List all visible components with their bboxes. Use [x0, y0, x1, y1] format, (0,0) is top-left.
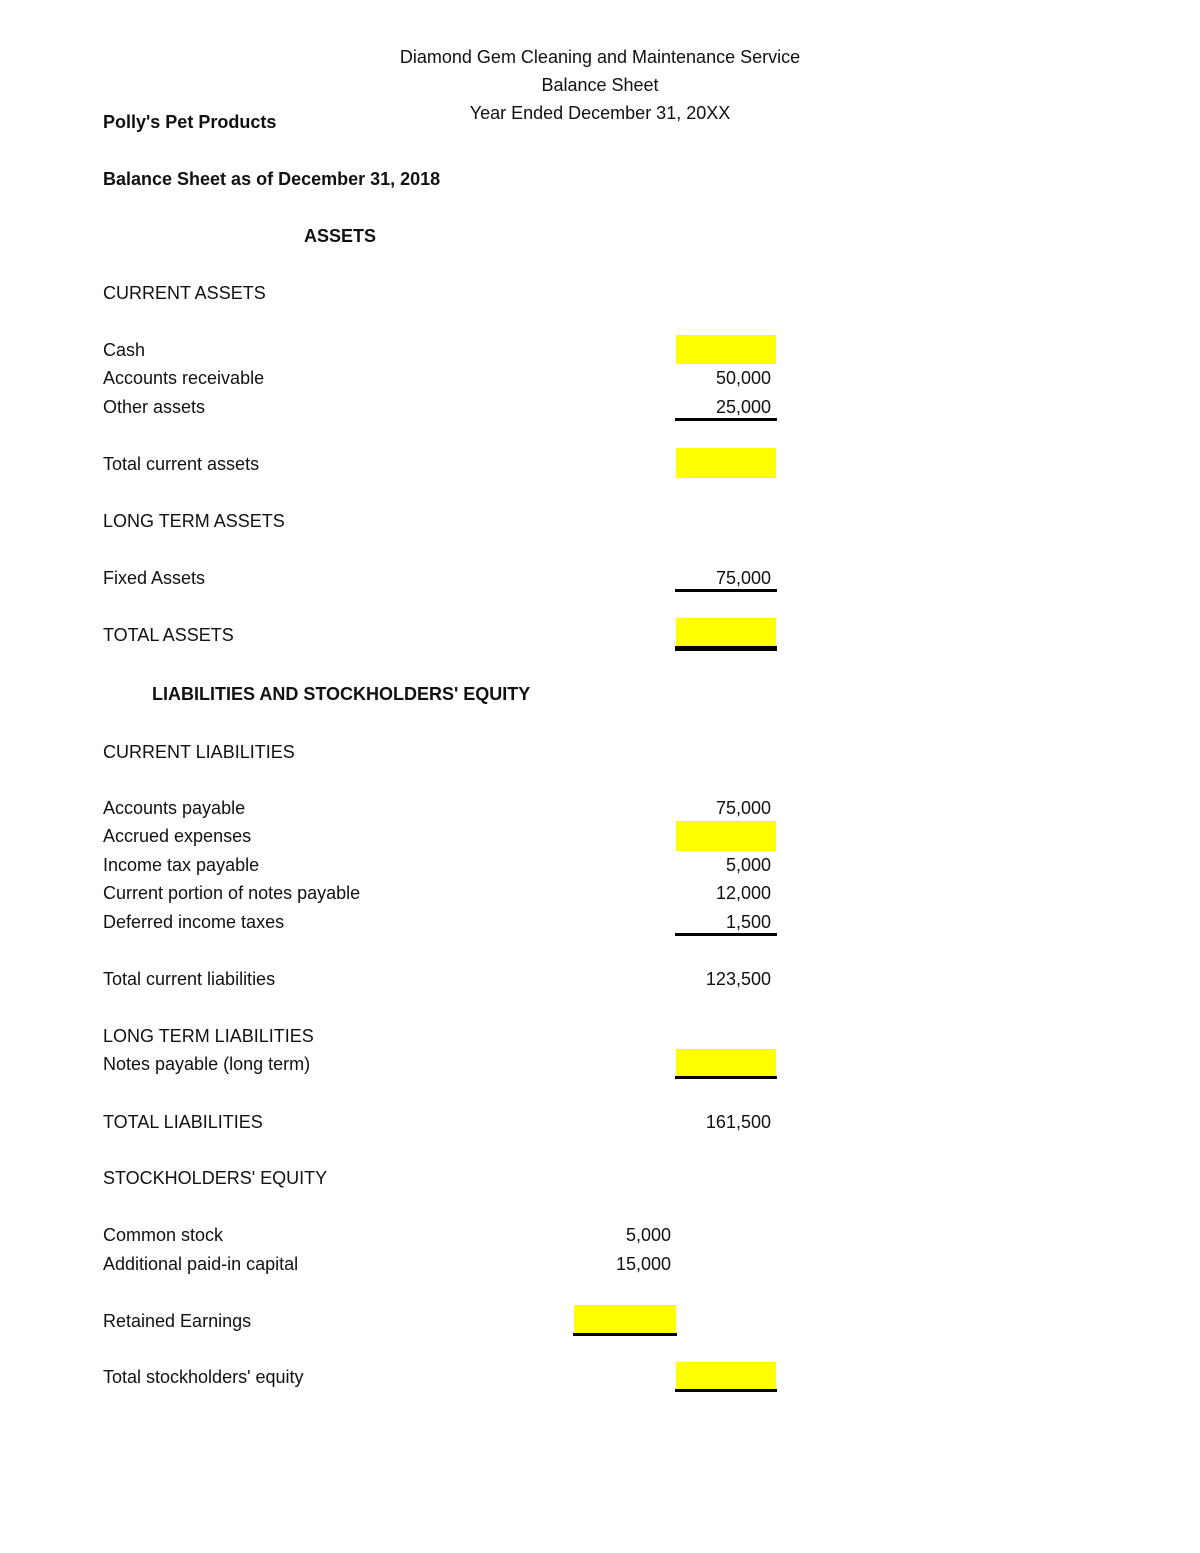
- accounts-payable-label: Accounts payable: [103, 798, 246, 818]
- deferred-income-taxes-label: Deferred income taxes: [103, 912, 285, 932]
- total-liabilities-label: TOTAL LIABILITIES: [103, 1112, 263, 1132]
- assets-heading: ASSETS: [304, 226, 377, 246]
- other-assets-label: Other assets: [103, 397, 206, 417]
- long-term-liabilities-heading: LONG TERM LIABILITIES: [103, 1026, 314, 1046]
- notes-payable-long-term-cell[interactable]: [676, 1049, 776, 1076]
- total-assets-label: TOTAL ASSETS: [103, 625, 234, 645]
- common-stock-value: 5,000: [625, 1225, 671, 1245]
- report-type-title: Balance Sheet: [541, 75, 659, 95]
- current-notes-payable-value: 12,000: [715, 883, 771, 903]
- deferred-income-taxes-value: 1,500: [725, 912, 771, 932]
- retained-earnings-cell[interactable]: [574, 1305, 676, 1333]
- report-period: Year Ended December 31, 20XX: [469, 103, 731, 123]
- report-org-title: Diamond Gem Cleaning and Maintenance Service: [399, 47, 801, 67]
- accrued-expenses-label: Accrued expenses: [103, 826, 252, 846]
- retained-earnings-label: Retained Earnings: [103, 1311, 252, 1331]
- notes-payable-long-term-label: Notes payable (long term): [103, 1054, 311, 1074]
- total-assets-double-underline: [675, 646, 777, 651]
- total-current-liabilities-label: Total current liabilities: [103, 969, 276, 989]
- company-name: Polly's Pet Products: [103, 112, 277, 132]
- retained-earnings-underline: [573, 1333, 677, 1336]
- income-tax-payable-label: Income tax payable: [103, 855, 260, 875]
- total-current-assets-cell[interactable]: [676, 448, 776, 478]
- balance-sheet-subtitle: Balance Sheet as of December 31, 2018: [103, 169, 441, 189]
- fixed-assets-underline: [675, 589, 777, 592]
- total-current-liabilities-value: 123,500: [705, 969, 771, 989]
- total-stockholders-equity-underline: [675, 1389, 777, 1392]
- accounts-payable-value: 75,000: [715, 798, 771, 818]
- total-stockholders-equity-cell[interactable]: [676, 1362, 776, 1389]
- other-assets-underline: [675, 418, 777, 421]
- total-stockholders-equity-label: Total stockholders' equity: [103, 1367, 304, 1387]
- cash-label: Cash: [103, 340, 146, 360]
- total-liabilities-value: 161,500: [705, 1112, 771, 1132]
- additional-paid-in-capital-value: 15,000: [615, 1254, 671, 1274]
- long-term-assets-heading: LONG TERM ASSETS: [103, 511, 285, 531]
- current-assets-heading: CURRENT ASSETS: [103, 283, 266, 303]
- accrued-expenses-cell[interactable]: [676, 821, 776, 851]
- other-assets-value: 25,000: [715, 397, 771, 417]
- stockholders-equity-heading: STOCKHOLDERS' EQUITY: [103, 1168, 328, 1188]
- current-liabilities-heading: CURRENT LIABILITIES: [103, 742, 295, 762]
- accounts-receivable-value: 50,000: [715, 368, 771, 388]
- total-current-assets-label: Total current assets: [103, 454, 260, 474]
- cash-value-cell[interactable]: [676, 335, 776, 364]
- income-tax-payable-value: 5,000: [725, 855, 771, 875]
- common-stock-label: Common stock: [103, 1225, 224, 1245]
- accounts-receivable-label: Accounts receivable: [103, 368, 265, 388]
- fixed-assets-label: Fixed Assets: [103, 568, 206, 588]
- deferred-income-taxes-underline: [675, 933, 777, 936]
- fixed-assets-value: 75,000: [715, 568, 771, 588]
- liabilities-equity-heading: LIABILITIES AND STOCKHOLDERS' EQUITY: [152, 684, 531, 704]
- notes-payable-underline: [675, 1076, 777, 1079]
- total-assets-cell[interactable]: [676, 618, 776, 646]
- additional-paid-in-capital-label: Additional paid-in capital: [103, 1254, 299, 1274]
- current-notes-payable-label: Current portion of notes payable: [103, 883, 361, 903]
